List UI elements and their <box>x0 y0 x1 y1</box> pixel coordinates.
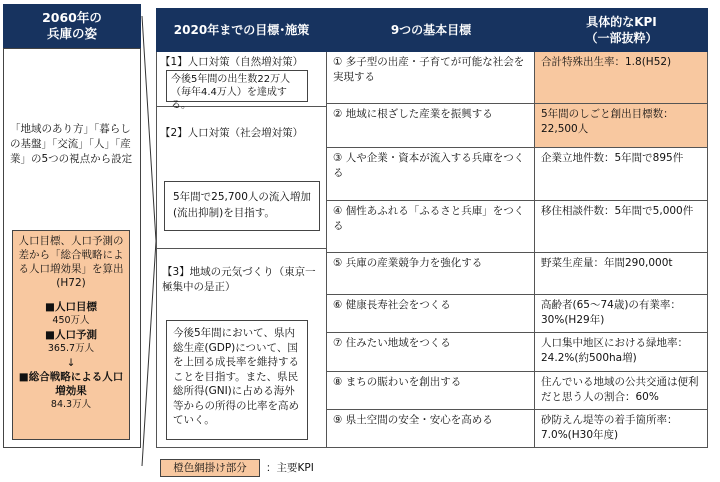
down-arrow-icon: ↓ <box>66 357 76 369</box>
basic-goal-8: ⑧ まちの賑わいを創出する <box>327 372 535 410</box>
kpi-6: 高齢者(65～74歳)の有業率：30%(H29年) <box>535 295 708 333</box>
kpi-2: 5年間のしごと創出目標数：22,500人 <box>535 104 708 148</box>
population-intro: 人口目標、人口予測の差から「総合戦略による人口増効果」を算出(H72) <box>18 235 124 289</box>
policy-1-title: 【1】人口対策（自然増対策） <box>160 56 304 68</box>
kpi-9: 砂防えん堤等の着手箇所率：7.0%(H30年度) <box>535 410 708 448</box>
policy-3-title: 【3】地域の元気づくり（東京一極集中の是正） <box>162 266 316 293</box>
basic-goal-6: ⑥ 健康長寿社会をつくる <box>327 295 535 333</box>
goals-divider <box>156 248 327 249</box>
kpi-1: 合計特殊出生率：1.8(H52) <box>535 52 708 104</box>
kpi-4: 移住相談件数：5年間で5,000件 <box>535 201 708 253</box>
population-target-label: ■人口目標 <box>45 301 97 313</box>
kpi-column-header: 具体的なKPI （一部抜粋） <box>535 8 708 52</box>
population-target-value: 450万人 <box>52 315 90 326</box>
population-effect-value: 84.3万人 <box>50 399 92 410</box>
kpi-5: 野菜生産量：年間290,000t <box>535 253 708 295</box>
basic-goal-1: ① 多子型の出産・子育てが可能な社会を実現する <box>327 52 535 104</box>
population-forecast-value: 365.7万人 <box>47 343 95 354</box>
population-effect-label: ■総合戦略による人口増効果 <box>18 371 124 397</box>
kpi-8: 住んでいる地域の公共交通は便利だと思う人の割合：60% <box>535 372 708 410</box>
basic-goal-3: ③ 人や企業・資本が流入する兵庫をつくる <box>327 148 535 201</box>
basic-goals-column-header: 9つの基本目標 <box>327 8 535 52</box>
basic-goal-2: ② 地域に根ざした産業を振興する <box>327 104 535 148</box>
basic-goal-9: ⑨ 県土空間の安全・安心を高める <box>327 410 535 448</box>
kpi-7: 人口集中地区における緑地率：24.2%(約500ha増) <box>535 333 708 372</box>
goal-kpi-table <box>327 52 708 448</box>
basic-goal-4: ④ 個性あふれる「ふるさと兵庫」をつくる <box>327 201 535 253</box>
basic-goal-5: ⑤ 兵庫の産業競争力を強化する <box>327 253 535 295</box>
population-effect-box <box>12 230 130 440</box>
basic-goal-7: ⑦ 住みたい地域をつくる <box>327 333 535 372</box>
kpi-3: 企業立地件数：5年間で895件 <box>535 148 708 201</box>
policy-2-box: 5年間で25,700人の流入増加(流出抑制)を目指す。 <box>164 181 320 231</box>
policy-2-title: 【2】人口対策（社会増対策） <box>160 127 304 139</box>
population-forecast-label: ■人口予測 <box>45 329 97 341</box>
vision-description: 「地域のあり方」「暮らしの基盤」「交流」「人」「産業」の5つの視点から設定 <box>10 123 133 165</box>
vision-header: 2060年の 兵庫の姿 <box>3 4 141 48</box>
legend-swatch: 橙色網掛け部分 <box>160 459 260 477</box>
policy-3-box: 今後5年間において、県内総生産(GDP)について、国を上回る成長率を維持することを目指す。また、県民総所得(GNI)に占める海外等からの所得の比率を高めていく。 <box>166 320 308 440</box>
legend-description: ：主要KPI <box>266 462 314 474</box>
goals-column-header: 2020年までの目標･施策 <box>156 8 327 52</box>
policy-1-box: 今後5年間の出生数22万人（毎年4.4万人）を達成する。 <box>166 70 308 102</box>
